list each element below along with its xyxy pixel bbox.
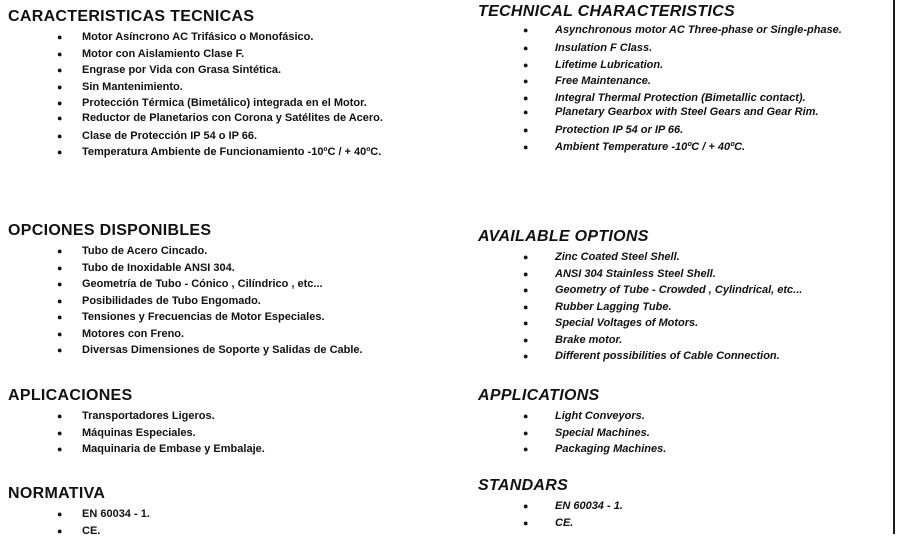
en-applications-section — [478, 387, 878, 458]
en-options-title: AVAILABLE OPTIONS — [478, 228, 878, 246]
list-item: ● Tubo de Inoxidable ANSI 304. — [8, 260, 463, 277]
list-item: ● Temperatura Ambiente de Funcionamiento -10ºC / + 40ºC. — [8, 144, 463, 161]
es-technical-title: CARACTERISTICAS TECNICAS — [8, 8, 463, 26]
en-technical-section — [478, 3, 878, 155]
list-item: ● Asynchronous motor AC Three-phase or Single-phase. — [478, 24, 878, 40]
list-item: ● Motor con Aislamiento Clase F. — [8, 46, 463, 63]
list-item: ● EN 60034 - 1. — [8, 506, 463, 523]
en-applications-list — [478, 408, 878, 458]
list-item: ● Diversas Dimensiones de Soporte y Salidas de Cable. — [8, 342, 463, 359]
list-item: ● Maquinaria de Embase y Embalaje. — [8, 441, 463, 458]
list-item: ● CE. — [8, 523, 463, 539]
list-item: ● Protección Térmica (Bimetálico) integrada en el Motor. — [8, 95, 463, 112]
es-norms-section — [8, 485, 463, 539]
list-item: ● Insulation F Class. — [478, 40, 878, 57]
list-item: ● Posibilidades de Tubo Engomado. — [8, 293, 463, 310]
list-item: ● Integral Thermal Protection (Bimetallic contact). — [478, 90, 878, 107]
list-item: ● Motor Asíncrono AC Trifásico o Monofásico. — [8, 29, 463, 46]
en-norms-title: STANDARS — [478, 477, 878, 495]
es-options-title: OPCIONES DISPONIBLES — [8, 222, 463, 240]
en-applications-title: APPLICATIONS — [478, 387, 878, 405]
list-item: ● Geometry of Tube - Crowded , Cylindrical, etc... — [478, 282, 878, 299]
list-item: ● Tensiones y Frecuencias de Motor Especiales. — [8, 309, 463, 326]
list-item: ● EN 60034 - 1. — [478, 498, 878, 515]
en-norms-section — [478, 477, 878, 531]
list-item: ● Planetary Gearbox with Steel Gears and Gear Rim. — [478, 106, 878, 122]
es-applications-list — [8, 408, 463, 458]
list-item: ● ANSI 304 Stainless Steel Shell. — [478, 266, 878, 283]
list-item: ● Special Voltages of Motors. — [478, 315, 878, 332]
en-options-section — [478, 228, 878, 365]
list-item: ● Lifetime Lubrication. — [478, 57, 878, 74]
list-item: ● Tubo de Acero Cincado. — [8, 243, 463, 260]
list-item: ● Reductor de Planetarios con Corona y Satélites de Acero. — [8, 112, 463, 128]
es-options-section — [8, 222, 463, 359]
es-applications-title: APLICACIONES — [8, 387, 463, 405]
es-norms-list — [8, 506, 463, 539]
list-item: ● Light Conveyors. — [478, 408, 878, 425]
list-item: ● Zinc Coated Steel Shell. — [478, 249, 878, 266]
list-item: ● Rubber Lagging Tube. — [478, 299, 878, 316]
list-item: ● Different possibilities of Cable Connection. — [478, 348, 878, 365]
list-item: ● Clase de Protección IP 54 o IP 66. — [8, 128, 463, 145]
en-options-list — [478, 249, 878, 365]
list-item: ● Motores con Freno. — [8, 326, 463, 343]
list-item: ● Special Machines. — [478, 425, 878, 442]
es-technical-list — [8, 29, 463, 161]
es-technical-section — [8, 8, 463, 161]
list-item: ● Ambient Temperature -10ºC / + 40ºC. — [478, 139, 878, 156]
list-item: ● Packaging Machines. — [478, 441, 878, 458]
list-item: ● Máquinas Especiales. — [8, 425, 463, 442]
list-item: ● Geometría de Tubo - Cónico , Cilíndrico , etc... — [8, 276, 463, 293]
es-applications-section — [8, 387, 463, 458]
en-technical-list — [478, 24, 878, 155]
list-item: ● CE. — [478, 515, 878, 532]
page-edge-line — [893, 0, 895, 534]
es-options-list — [8, 243, 463, 359]
en-technical-title: TECHNICAL CHARACTERISTICS — [478, 3, 878, 21]
list-item: ● Sin Mantenimiento. — [8, 79, 463, 96]
list-item: ● Free Maintenance. — [478, 73, 878, 90]
list-item: ● Transportadores Ligeros. — [8, 408, 463, 425]
list-item: ● Protection IP 54 or IP 66. — [478, 122, 878, 139]
en-norms-list — [478, 498, 878, 531]
list-item: ● Engrase por Vida con Grasa Sintética. — [8, 62, 463, 79]
list-item: ● Brake motor. — [478, 332, 878, 349]
es-norms-title: NORMATIVA — [8, 485, 463, 503]
